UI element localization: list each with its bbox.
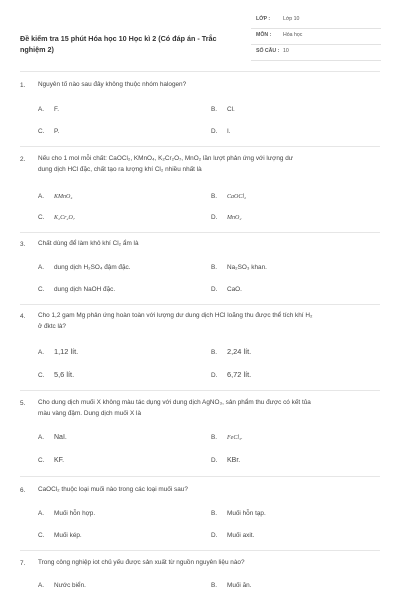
question-stem (38, 238, 378, 249)
option-text: Na₂SO₃ khan. (227, 264, 267, 271)
option-text: K₂Cr₂O₇ (54, 215, 75, 221)
option-5b[interactable] (211, 434, 243, 441)
option-6a[interactable] (38, 510, 95, 517)
option-label: A. (38, 510, 45, 517)
option-label: D. (211, 372, 218, 379)
option-text: P. (54, 128, 60, 135)
option-4b[interactable] (211, 347, 251, 356)
option-text: Nước biển. (54, 582, 86, 589)
option-text: NaI. (54, 434, 67, 441)
question-stem-line: CaOCl₂ thuộc loại muối nào trong các loại muối sau? (38, 486, 188, 493)
question-stem (38, 397, 378, 419)
question-divider (20, 550, 380, 551)
option-label: C. (38, 532, 45, 539)
option-7b[interactable] (211, 582, 252, 589)
option-label: B. (211, 434, 218, 441)
question-stem (38, 484, 378, 495)
option-text: CaO. (227, 286, 242, 293)
option-text: KBr. (227, 457, 241, 464)
option-label: A. (38, 264, 45, 271)
option-label: C. (38, 457, 45, 464)
question-stem-line: Nguyên tố nào sau đây không thuộc nhóm halogen? (38, 81, 187, 88)
option-label: B. (211, 349, 218, 356)
question-number: 1. (20, 82, 26, 89)
meta-row-subject (251, 30, 381, 45)
question-stem (38, 310, 378, 332)
option-text: FeCl₃. (227, 435, 243, 441)
question-number: 2. (20, 156, 26, 163)
question-divider (20, 390, 380, 391)
meta-value: 10 (283, 48, 289, 54)
question-number: 6. (20, 487, 26, 494)
question-number: 5. (20, 400, 26, 407)
option-4d[interactable] (211, 370, 251, 379)
option-label: C. (38, 286, 45, 293)
option-label: A. (38, 106, 45, 113)
option-5c[interactable] (38, 457, 64, 464)
option-2b[interactable] (211, 193, 246, 200)
question-stem (38, 153, 378, 175)
question-stem-line: màu vàng đậm. Dung dịch muối X là (38, 410, 142, 417)
question-divider (20, 304, 380, 305)
option-label: B. (211, 264, 218, 271)
meta-key: LỚP : (256, 16, 271, 22)
option-2a[interactable] (38, 193, 72, 200)
option-label: A. (38, 193, 45, 200)
option-text: KF. (54, 457, 65, 464)
option-label: B. (211, 510, 218, 517)
option-text: MnO₂ (227, 215, 242, 221)
question-stem (38, 79, 378, 90)
option-2c[interactable] (38, 214, 75, 221)
meta-value: Lớp 10 (283, 16, 300, 22)
question-stem-line: Cho 1,2 gam Mg phản ứng hoàn toàn với lượng dư dung dịch HCl loãng thu được thể tích khí H₂ (38, 312, 313, 319)
option-text: I. (227, 128, 231, 135)
question-number: 4. (20, 313, 26, 320)
option-text: dung dịch NaOH đặc. (54, 286, 116, 293)
option-text: Cl. (227, 106, 235, 113)
question-divider (20, 476, 380, 477)
option-3c[interactable] (38, 286, 115, 293)
option-text: 2,24 lít. (227, 347, 252, 356)
option-label: C. (38, 128, 45, 135)
option-label: D. (211, 286, 218, 293)
option-6c[interactable] (38, 532, 82, 539)
option-text: dung dịch H₂SO₄ đậm đặc. (54, 264, 131, 271)
option-label: B. (211, 106, 218, 113)
option-1c[interactable] (38, 128, 59, 135)
meta-row-class (251, 14, 381, 29)
meta-row-count (251, 46, 381, 61)
option-6b[interactable] (211, 510, 266, 517)
option-text: CaOCl₂ (227, 194, 247, 200)
option-6d[interactable] (211, 532, 254, 539)
option-label: D. (211, 532, 218, 539)
option-label: A. (38, 349, 45, 356)
option-1b[interactable] (211, 106, 235, 113)
option-5a[interactable] (38, 434, 67, 441)
option-3b[interactable] (211, 264, 267, 271)
option-label: A. (38, 434, 45, 441)
quiz-title-line2: nghiệm 2) (20, 45, 54, 54)
option-label: B. (211, 582, 218, 589)
option-3d[interactable] (211, 286, 242, 293)
option-label: A. (38, 582, 45, 589)
option-text: Muối hỗn tạp. (227, 510, 266, 517)
meta-key: MÔN : (256, 32, 272, 38)
question-stem-line: Trong công nghiệp iot chủ yếu được sản xuất từ nguồn nguyên liệu nào? (38, 559, 245, 566)
option-4a[interactable] (38, 347, 78, 356)
option-label: C. (38, 372, 45, 379)
option-1a[interactable] (38, 106, 59, 113)
question-stem-line: Nếu cho 1 mol mỗi chất: CaOCl₂, KMnO₄, K₂Cr₂O₇, MnO₂ lần lượt phản ứng với lượng dư (38, 155, 294, 162)
option-text: Muối hỗn hợp. (54, 510, 96, 517)
option-text: 1,12 lít. (54, 347, 79, 356)
option-label: D. (211, 128, 218, 135)
question-stem-line: Cho dung dịch muối X không màu tác dụng với dung dịch AgNO₃, sản phẩm thu được có kết tủa (38, 399, 311, 406)
question-stem-line: Chất dùng để làm khô khí Cl₂ ẩm là (38, 240, 139, 247)
meta-value: Hóa học (283, 32, 303, 38)
option-text: KMnO₄ (54, 194, 73, 200)
option-label: D. (211, 457, 218, 464)
option-label: D. (211, 214, 218, 221)
question-number: 7. (20, 560, 26, 567)
question-stem-line: ở đktc là? (38, 323, 66, 330)
question-number: 3. (20, 241, 26, 248)
option-3a[interactable] (38, 264, 131, 271)
option-label: C. (38, 214, 45, 221)
quiz-header (0, 0, 400, 72)
option-text: Muối axit. (227, 532, 255, 539)
quiz-title (20, 33, 250, 55)
question-stem (38, 557, 378, 568)
header-divider (20, 71, 380, 72)
option-text: Muối ăn. (227, 582, 252, 589)
option-label: B. (211, 193, 218, 200)
option-7a[interactable] (38, 582, 86, 589)
question-stem-line: dung dịch HCl đặc, chất tạo ra lượng khí Cl₂ nhiều nhất là (38, 166, 202, 173)
option-5d[interactable] (211, 457, 240, 464)
option-text: 5,6 lít. (54, 370, 75, 379)
option-text: Muối kép. (54, 532, 82, 539)
option-1d[interactable] (211, 128, 231, 135)
option-text: 6,72 lít. (227, 370, 252, 379)
option-text: F. (54, 106, 59, 113)
option-2d[interactable] (211, 214, 241, 221)
option-4c[interactable] (38, 370, 74, 379)
question-divider (20, 232, 380, 233)
question-divider (20, 146, 380, 147)
meta-key: SỐ CÂU : (256, 48, 280, 54)
quiz-title-line1: Đề kiểm tra 15 phút Hóa học 10 Học kì 2 (Có đáp án - Trắc (20, 34, 217, 43)
